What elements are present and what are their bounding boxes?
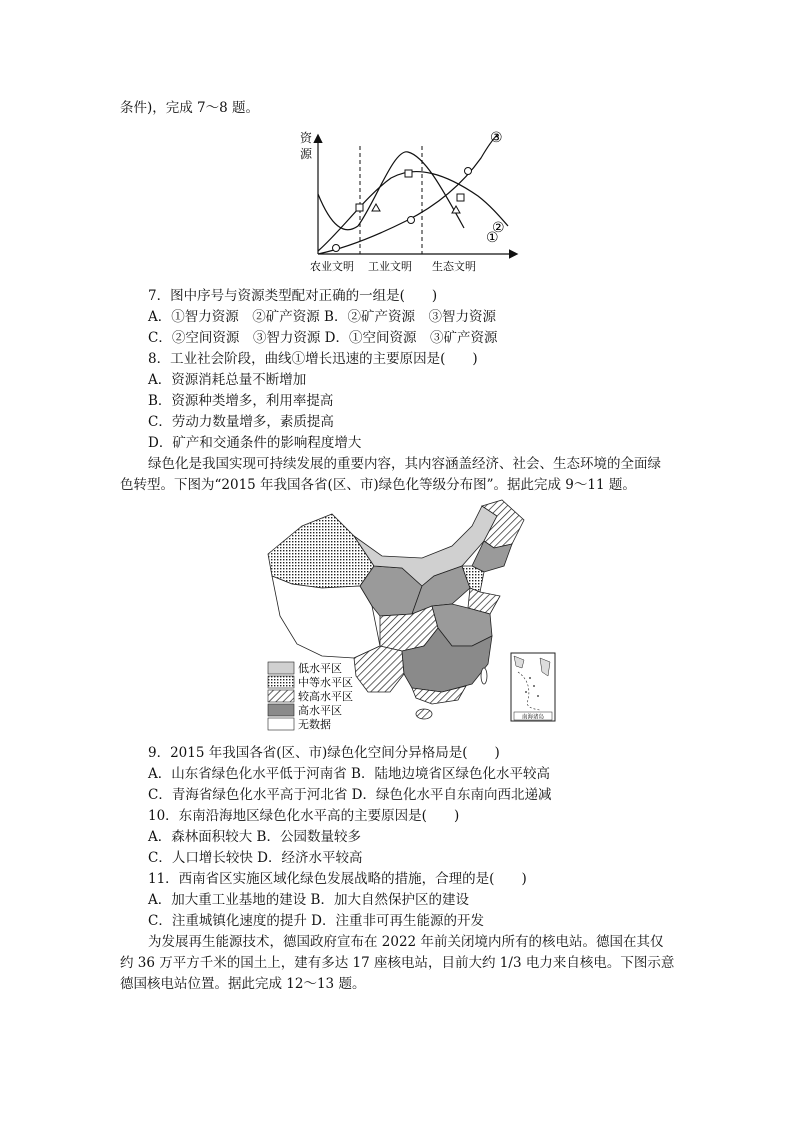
q11-options-1: A．加大重工业基地的建设 B．加大自然保护区的建设 [148,892,469,908]
legend-label-nodata: 无数据 [298,718,331,731]
passage2-line1: 绿色化是我国实现可持续发展的重要内容，其内容涵盖经济、社会、生态环境的全面绿 [148,456,661,472]
legend-label-mid: 中等水平区 [298,676,353,689]
passage2-line2: 色转型。下图为“2015 年我国各省(区、市)绿色化等级分布图”。据此完成 9～11 题。 [120,477,636,493]
y-axis-label-1: 资 [300,131,313,145]
q7-stem: 7．图中序号与资源类型配对正确的一组是( ) [148,288,438,304]
region-xinjiang [268,514,374,588]
q7-options-2: C．②空间资源 ③智力资源 D．①空间资源 ③矿产资源 [148,330,498,346]
south-china-sea-inset [510,652,556,722]
passage3-line1: 为发展再生能源技术，德国政府宣布在 2022 年前关闭境内所有的核电站。德国在其仅 [148,934,664,950]
curve-2-marker [356,204,363,211]
legend-label-highish: 较高水平区 [298,690,353,703]
intro-line: 条件)，完成 7～8 题。 [120,100,260,116]
curve-label-2: ② [492,220,505,236]
q11-options-2: C．注重城镇化速度的提升 D．注重非可再生能源的开发 [148,913,484,929]
curve-label-3: ③ [490,130,503,146]
q9-stem: 9．2015 年我国各省(区、市)绿色化空间分异格局是( ) [148,745,500,761]
map-legend [268,661,353,731]
legend-label-high: 高水平区 [298,704,342,717]
inset-label: 南海诸岛 [521,714,545,721]
curve-2-marker [457,194,464,201]
curve-3-marker [465,168,472,175]
legend-swatch-nodata [268,718,294,730]
q8-option-a: A．资源消耗总量不断增加 [148,372,307,388]
curve-1-marker [372,204,380,211]
legend-swatch-highish [268,690,294,702]
legend-swatch-low [268,662,294,674]
passage3-line3: 德国核电站位置。据此完成 12～13 题。 [120,976,366,992]
region-taiwan [481,668,487,684]
stage-label-eco: 生态文明 [432,260,476,273]
q10-options-1: A．森林面积较大 B．公园数量较多 [148,829,361,845]
q10-options-2: C．人口增长较快 D．经济水平较高 [148,850,363,866]
legend-swatch-mid [268,676,294,688]
curve-3-marker [333,245,340,252]
stage-label-ind: 工业文明 [368,260,412,273]
q8-stem: 8．工业社会阶段，曲线①增长迅速的主要原因是( ) [148,351,478,367]
curve-3-marker [408,217,415,224]
curve-label-1: ① [486,230,499,246]
curve-2 [318,172,508,251]
q10-stem: 10．东南沿海地区绿色化水平高的主要原因是( ) [148,808,460,824]
y-axis-label-2: 源 [300,147,313,161]
curve-2-marker [405,170,412,177]
curve-1 [318,152,464,230]
stage-label-agri: 农业文明 [310,260,354,273]
region-hainan [416,709,432,719]
q8-option-d: D．矿产和交通条件的影响程度增大 [148,435,362,451]
resource-curve-figure [296,126,526,276]
legend-swatch-high [268,704,294,716]
q8-option-b: B．资源种类增多，利用率提高 [148,393,334,409]
passage3-line2: 约 36 万平方千米的国土上，建有多达 17 座核电站，目前大约 1/3 电力来自核电。下图示意 [120,955,675,971]
q11-stem: 11．西南省区实施区域化绿色发展战略的措施，合理的是( ) [148,871,527,887]
q9-options-2: C．青海省绿色化水平高于河北省 D．绿色化水平自东南向西北递减 [148,787,552,803]
legend-label-low: 低水平区 [298,662,342,675]
q7-options-1: A．①智力资源 ②矿产资源 B．②矿产资源 ③智力资源 [148,309,496,325]
q9-options-1: A．山东省绿色化水平低于河南省 B．陆地边境省区绿色化水平较高 [148,766,550,782]
q8-option-c: C．劳动力数量增多，素质提高 [148,414,334,430]
china-greening-map [262,496,534,736]
